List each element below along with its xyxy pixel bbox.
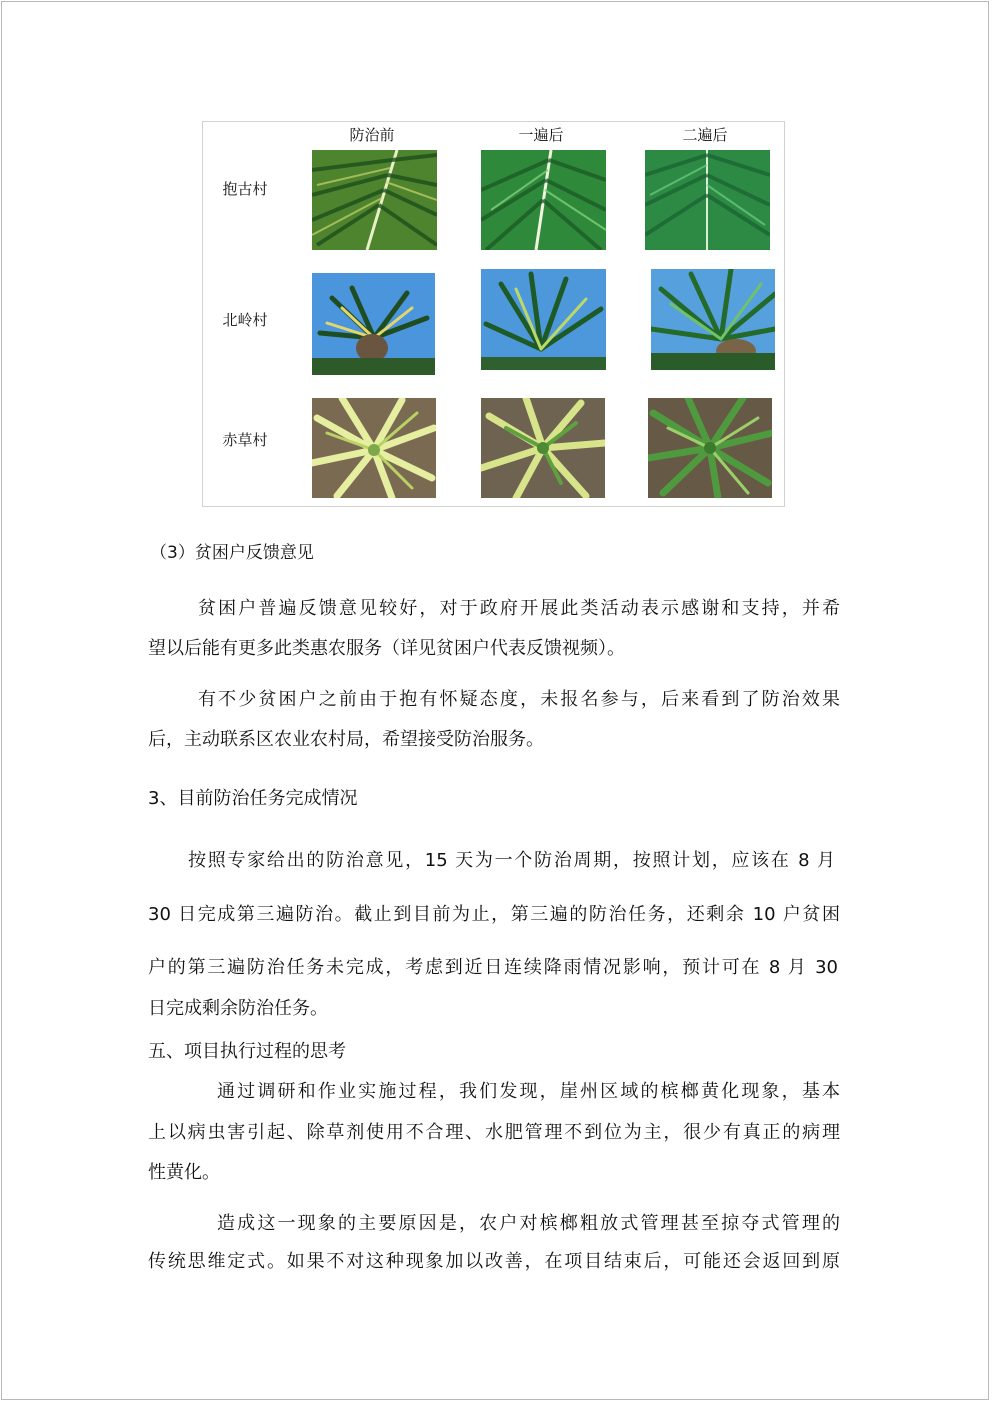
row-header-chicao: 赤草村 — [222, 431, 268, 449]
column-header-before: 防治前 — [349, 126, 395, 144]
photo-chicao-before — [312, 398, 436, 498]
row-header-beiling: 北岭村 — [222, 311, 268, 329]
photo-chicao-first — [481, 398, 605, 498]
row-header-baogu: 抱古村 — [222, 180, 268, 198]
paragraph-line: 性黄化。 — [148, 1162, 220, 1183]
paragraph-line: 传统思维定式。如果不对这种现象加以改善，在项目结束后，可能还会返回到原 — [148, 1251, 840, 1272]
paragraph-line: 造成这一现象的主要原因是，农户对槟榔粗放式管理甚至掠夺式管理的 — [217, 1213, 840, 1234]
paragraph-line: 户的第三遍防治任务未完成，考虑到近日连续降雨情况影响，预计可在 8 月 30 — [148, 957, 838, 978]
photo-baogu-second — [645, 150, 770, 250]
section-heading-feedback: （3）贫困户反馈意见 — [150, 543, 314, 563]
photo-beiling-second — [651, 269, 775, 370]
paragraph-line: 日完成剩余防治任务。 — [148, 998, 328, 1019]
photo-baogu-first — [481, 150, 606, 250]
photo-beiling-before — [312, 273, 435, 375]
section-heading-progress: 3、目前防治任务完成情况 — [148, 788, 358, 809]
photo-baogu-before — [312, 150, 437, 250]
paragraph-line: 后，主动联系区农业农村局，希望接受防治服务。 — [148, 729, 544, 750]
paragraph-line: 上以病虫害引起、除草剂使用不合理、水肥管理不到位为主，很少有真正的病理 — [148, 1122, 840, 1143]
paragraph-line: 有不少贫困户之前由于抱有怀疑态度，未报名参与，后来看到了防治效果 — [198, 689, 840, 710]
paragraph-line: 贫困户普遍反馈意见较好，对于政府开展此类活动表示感谢和支持，并希 — [198, 598, 840, 619]
paragraph-line: 按照专家给出的防治意见，15 天为一个防治周期，按照计划，应该在 8 月 — [188, 850, 835, 871]
paragraph-line: 通过调研和作业实施过程，我们发现，崖州区域的槟榔黄化现象，基本 — [217, 1081, 840, 1102]
paragraph-line: 望以后能有更多此类惠农服务（详见贫困户代表反馈视频）。 — [148, 638, 625, 659]
column-header-second: 二遍后 — [682, 126, 728, 144]
photo-beiling-first — [481, 269, 606, 370]
photo-chicao-second — [648, 398, 772, 498]
paragraph-line: 30 日完成第三遍防治。截止到目前为止，第三遍的防治任务，还剩余 10 户贫困 — [148, 904, 840, 925]
section-heading-reflection: 五、项目执行过程的思考 — [148, 1041, 346, 1062]
column-header-first: 一遍后 — [518, 126, 564, 144]
